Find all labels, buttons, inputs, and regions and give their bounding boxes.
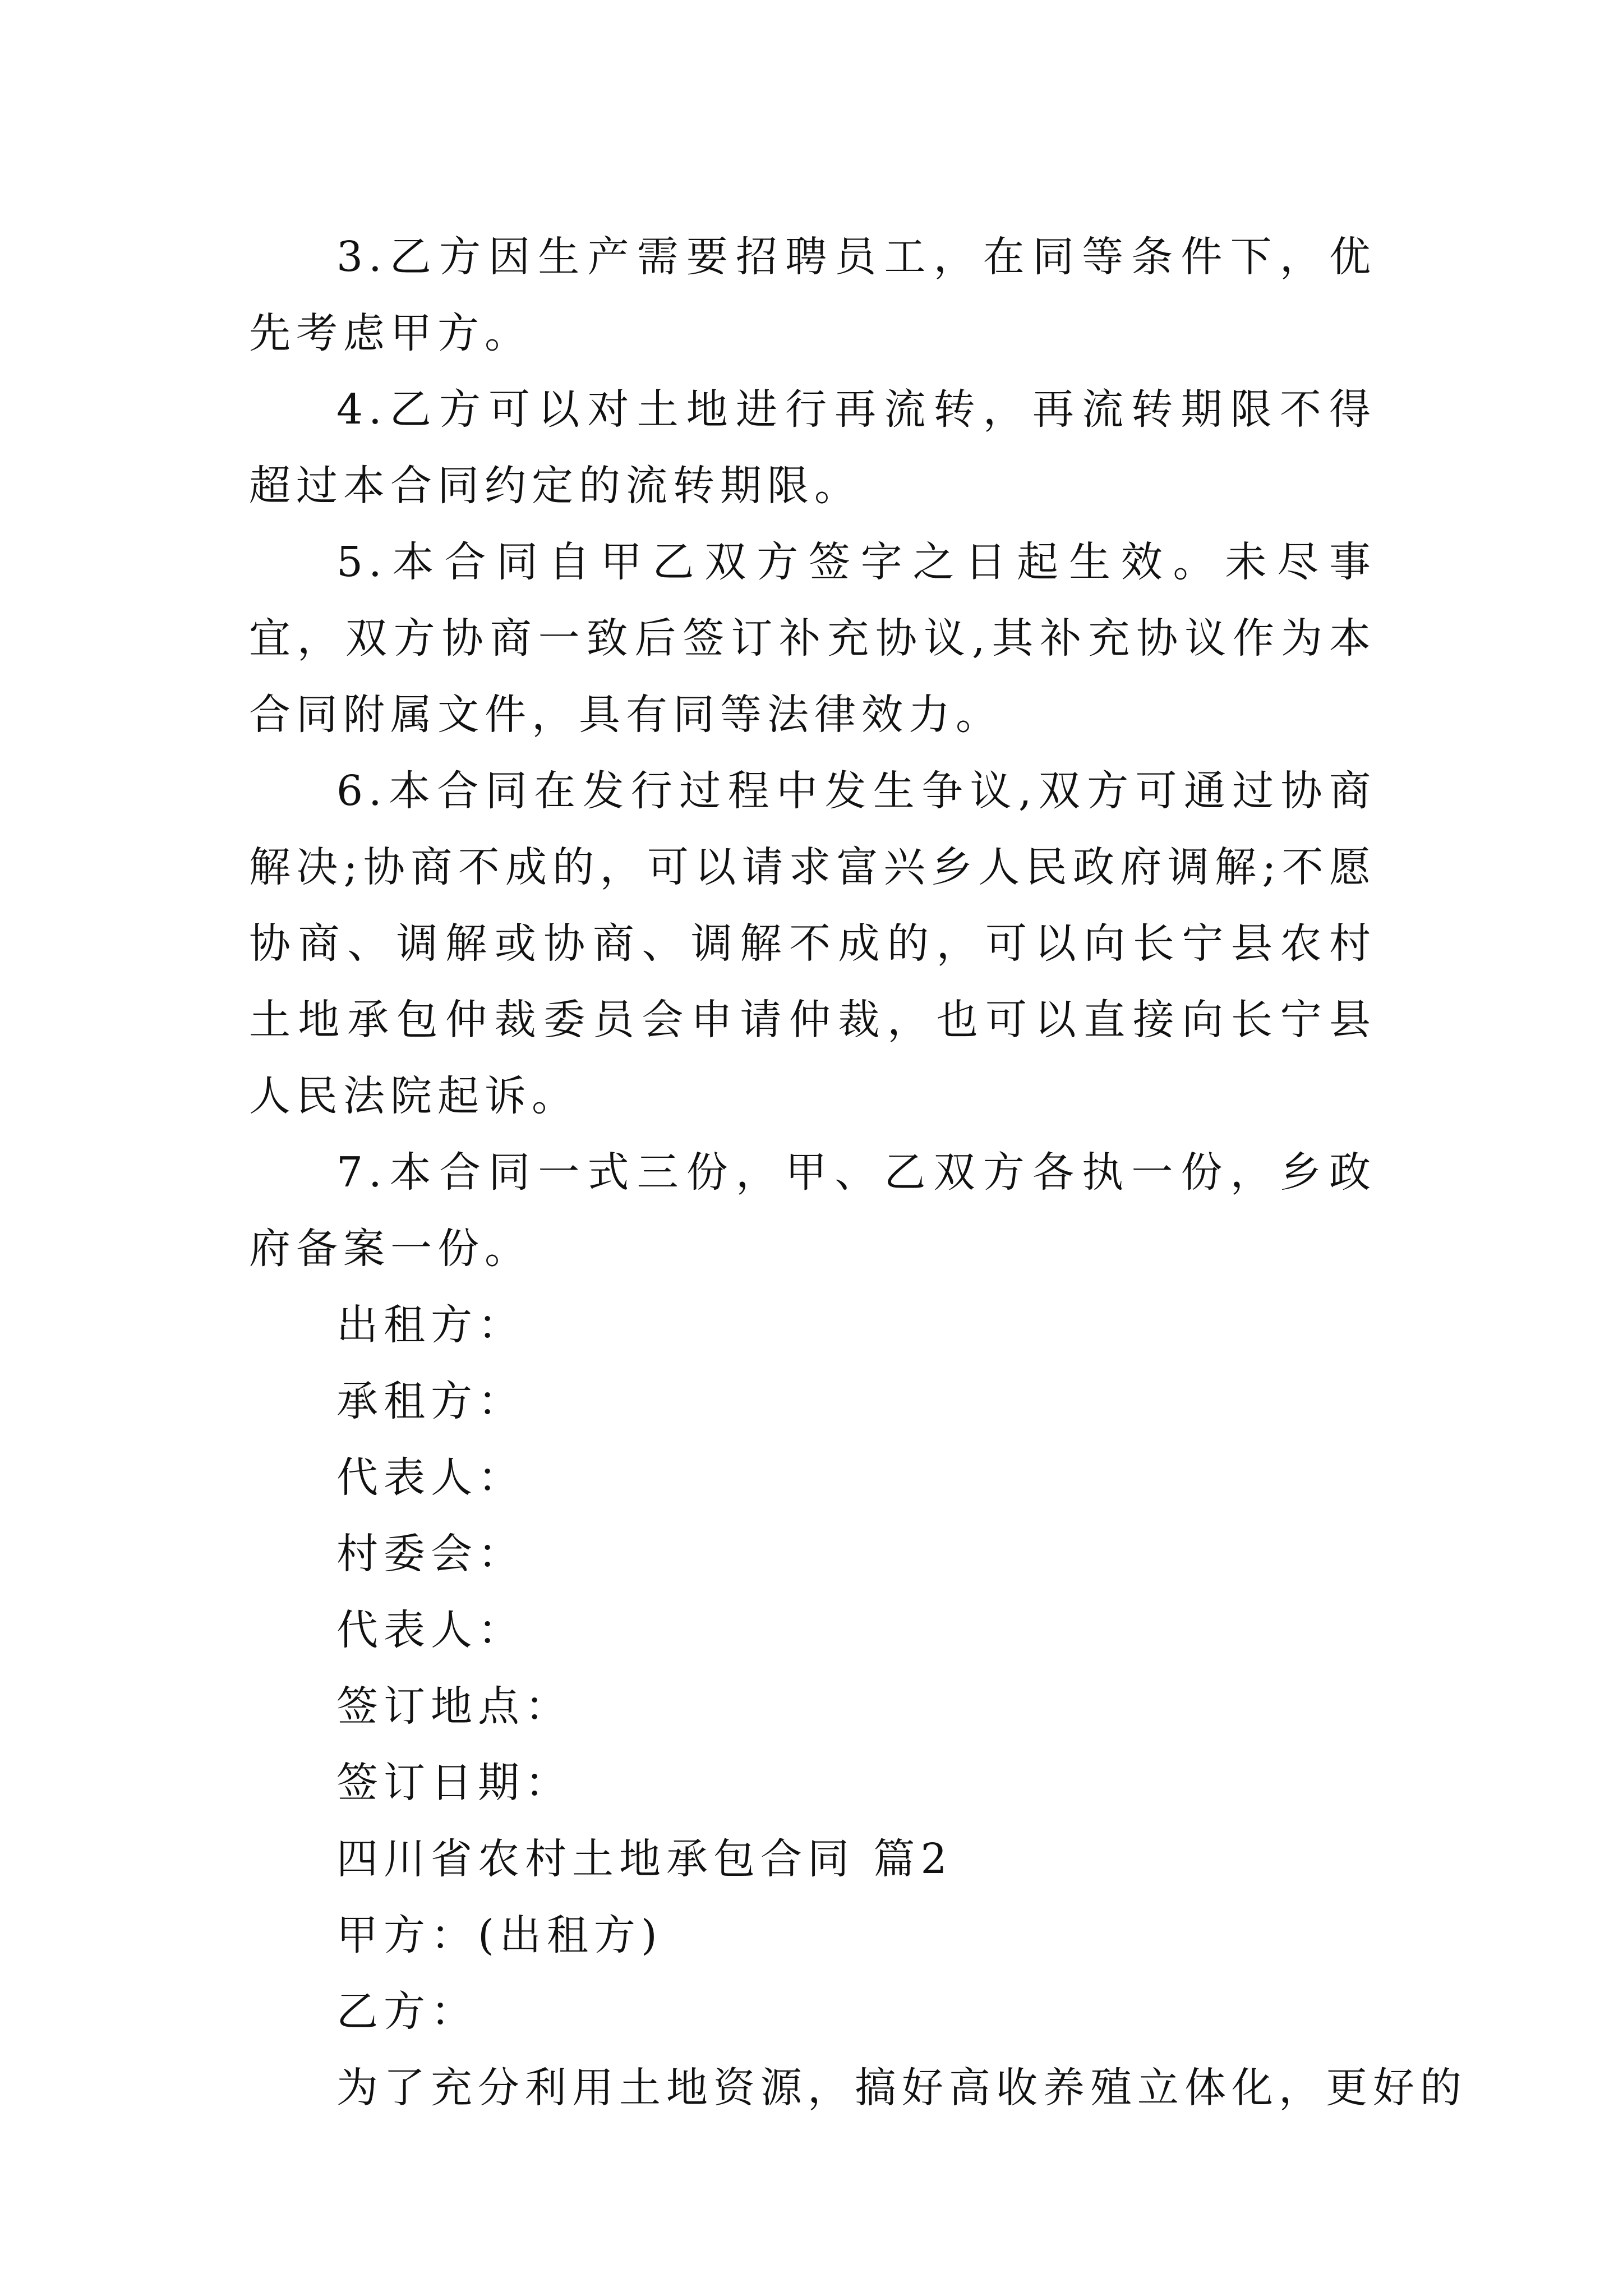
- clause-7-paragraph: 7.本合同一式三份，甲、乙双方各执一份，乡政府备案一份。: [249, 1148, 1376, 1273]
- village-committee-field: 村委会：: [336, 1530, 525, 1578]
- representative-field: 代表人：: [336, 1606, 525, 1654]
- party-a-field: 甲方：(出租方): [336, 1911, 663, 1959]
- section-2-title: 四川省农村土地承包合同 篇2: [336, 1835, 953, 1883]
- signing-date-field: 签订日期：: [336, 1759, 572, 1807]
- document-body: [249, 219, 1467, 2126]
- party-b-field: 乙方：: [336, 1987, 478, 2036]
- clause-6-paragraph: 6.本合同在发行过程中发生争议,双方可通过协商解决;协商不成的，可以请求富兴乡人民政府调解;不愿协商、调解或协商、调解不成的，可以向长宁县农村土地承包仲裁委员会申请仲裁，也可以直接向长宁县人民法院起诉。: [249, 767, 1376, 1120]
- section-2-intro: 为了充分利用土地资源，搞好高收养殖立体化，更好的: [336, 2064, 1467, 2112]
- lessor-field: 出租方：: [336, 1301, 525, 1349]
- clause-3-paragraph: 3.乙方因生产需要招聘员工，在同等条件下，优先考虑甲方。: [249, 233, 1376, 357]
- clause-5-paragraph: 5.本合同自甲乙双方签字之日起生效。未尽事宜，双方协商一致后签订补充协议,其补充协议作为本合同附属文件，具有同等法律效力。: [249, 538, 1376, 739]
- signing-place-field: 签订地点：: [336, 1682, 572, 1731]
- lessee-field: 承租方：: [336, 1377, 525, 1425]
- representative-field: 代表人：: [336, 1453, 525, 1502]
- clause-4-paragraph: 4.乙方可以对土地进行再流转，再流转期限不得超过本合同约定的流转期限。: [249, 385, 1376, 510]
